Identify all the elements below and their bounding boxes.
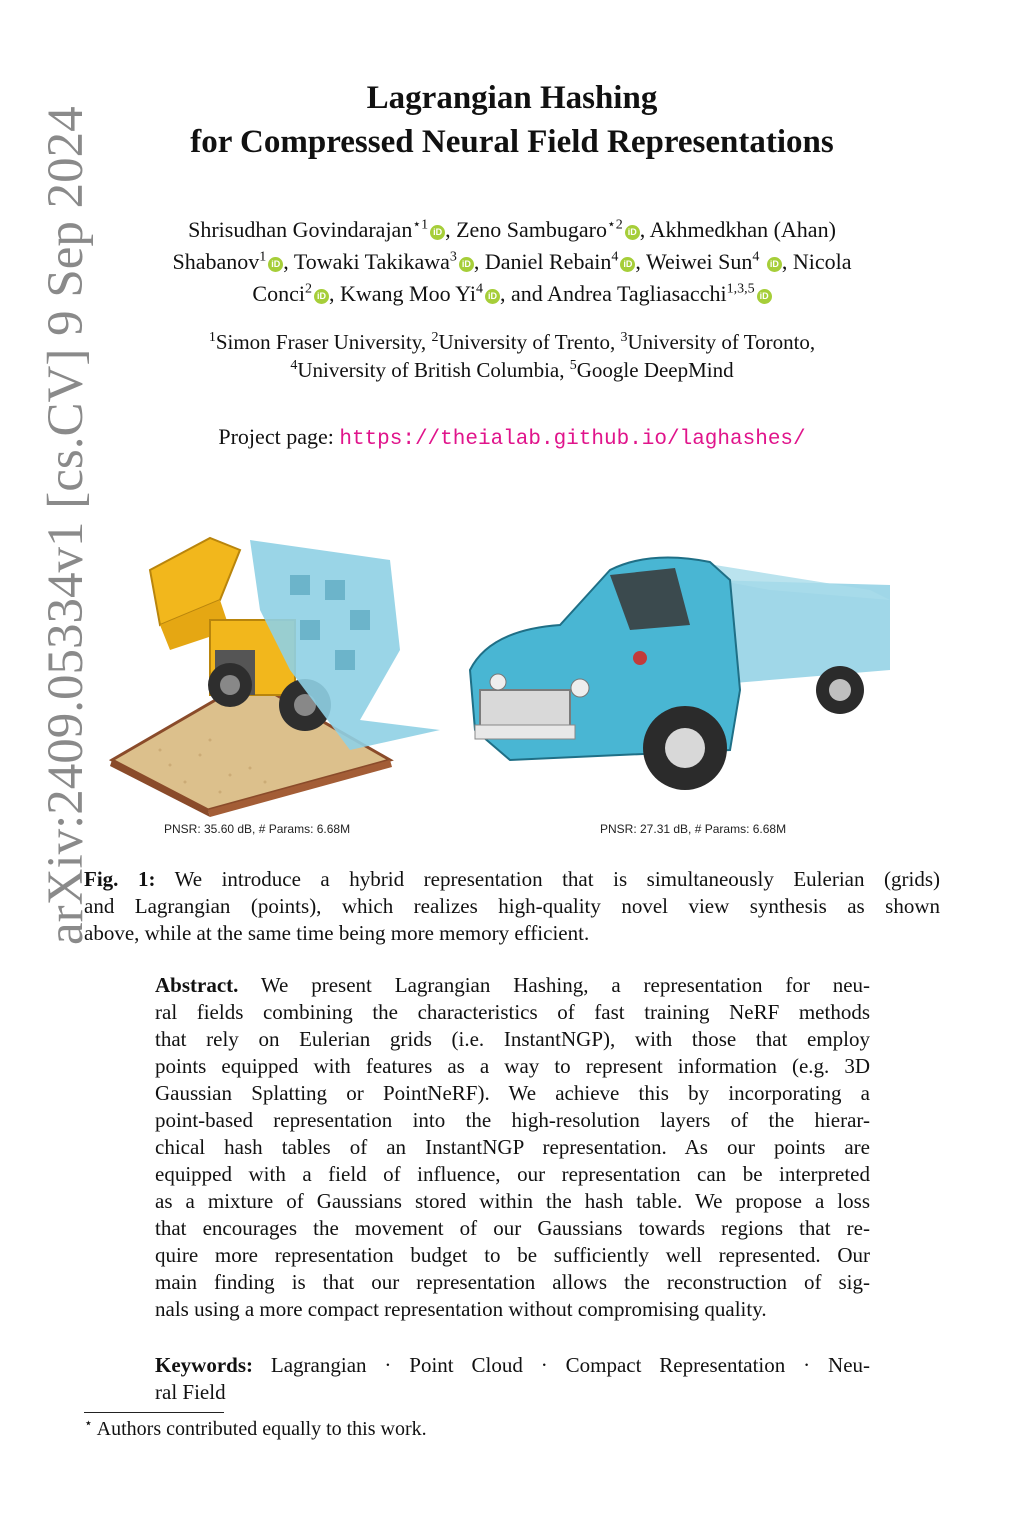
author-name: Zeno Sambugaro (456, 217, 607, 242)
orcid-icon[interactable]: iD (767, 257, 782, 272)
affiliations-line-1 (0, 328, 1024, 356)
caption-text: We introduce a hybrid representation that is simultaneously Eulerian (grids) (174, 867, 940, 891)
caption-label: Fig. 1: (84, 867, 156, 891)
author-list-line-2: Shabanov$^1$ iD , Towaki Takikawa$^3$ iD , Daniel Rebain$^4$ iD , Weiwei Sun$^4$ iD , Nicola (172, 249, 852, 274)
project-page-link[interactable]: https://theialab.github.io/laghashes/ (339, 428, 806, 451)
paper-title-line-2: for Compressed Neural Field Representations (190, 124, 834, 160)
author-affiliation-mark: 1 (259, 249, 267, 265)
abstract-line: Gaussian Splatting or PointNeRF). We achieve this by incorporating a (155, 1081, 870, 1105)
truck-render-image (470, 558, 890, 791)
project-page-label: Project page: (218, 424, 334, 449)
affiliation: Simon Fraser University, (215, 330, 427, 354)
truck-metrics-label: PNSR: 27.31 dB, # Params: 6.68M (600, 822, 787, 836)
keywords-line: ral Field (155, 1380, 226, 1404)
affiliation-number: 1 (208, 330, 216, 345)
affiliation-number: 5 (569, 358, 577, 373)
affiliation-number: 2 (431, 330, 439, 345)
lego-metrics-label: PNSR: 35.60 dB, # Params: 6.68M (164, 822, 351, 836)
arxiv-identifier-stamp: arXiv:2409.05334v1 [cs.CV] 9 Sep 2024 (38, 106, 94, 945)
abstract-heading: Abstract. (155, 973, 239, 997)
affiliation: University of British Columbia, (297, 358, 565, 382)
project-page-line (0, 424, 1024, 451)
author-affiliation-mark: 2 (304, 281, 312, 297)
orcid-icon[interactable]: iD (314, 289, 329, 304)
abstract-line: nals using a more compact representation without compromising quality. (155, 1297, 767, 1321)
author-affiliation-mark: 4 (476, 281, 484, 297)
author-name: Conci (252, 281, 305, 306)
author-list-line-1: Shrisudhan Govindarajan$^{⋆1}$ iD , Zeno Sambugaro$^{⋆2}$ iD , Akhmedkhan (Ahan) (188, 217, 836, 242)
author-name: Shabanov (172, 249, 260, 274)
author-name: Weiwei Sun (645, 249, 753, 274)
caption-line: and Lagrangian (points), which realizes high-quality novel view synthesis as shown (84, 894, 940, 918)
abstract-line: equipped with a field of influence, our representation can be interpreted (155, 1162, 870, 1186)
orcid-icon[interactable]: iD (620, 257, 635, 272)
abstract-line: chical hash tables of an InstantNGP representation. As our points are (155, 1135, 870, 1159)
author-name: Towaki Takikawa (293, 249, 450, 274)
author-affiliation-mark: 3 (449, 249, 457, 265)
orcid-icon[interactable]: iD (430, 225, 445, 240)
abstract-text: We present Lagrangian Hashing, a representation for neu- (260, 973, 871, 997)
footnote-divider (84, 1412, 224, 1413)
figure-caption (84, 866, 940, 947)
author-name: and Andrea Tagliasacchi (511, 281, 727, 306)
paper-title-line-1: Lagrangian Hashing (366, 80, 658, 116)
teaser-figure (90, 520, 940, 845)
affiliation-number: 4 (290, 358, 298, 373)
author-affiliation-mark: 4 (752, 249, 760, 265)
affiliation: Google DeepMind (576, 358, 734, 382)
abstract-line: that rely on Eulerian grids (i.e. InstantNGP), with those that employ (155, 1027, 870, 1051)
lego-render-image (110, 538, 440, 817)
abstract-line: points equipped with features as a way to represent information (e.g. 3D (155, 1054, 870, 1078)
abstract-section (155, 972, 870, 1323)
orcid-icon[interactable]: iD (485, 289, 500, 304)
keywords-heading: Keywords: (155, 1353, 253, 1377)
author-affiliation-mark: 4 (611, 249, 619, 265)
affiliations-line-2 (0, 356, 1024, 384)
author-name: Daniel Rebain (484, 249, 612, 274)
author-name: Kwang Moo Yi (339, 281, 477, 306)
caption-line: above, while at the same time being more memory efficient. (84, 921, 590, 945)
author-name: Akhmedkhan (Ahan) (649, 217, 836, 242)
author-name: Nicola (792, 249, 852, 274)
orcid-icon[interactable]: iD (268, 257, 283, 272)
abstract-line: that encourages the movement of our Gaussians towards regions that re- (155, 1216, 870, 1240)
author-affiliation-mark: ⋆2 (607, 217, 623, 233)
keywords-section (155, 1352, 870, 1406)
affiliation: University of Toronto, (627, 330, 816, 354)
keywords-line (155, 1352, 870, 1379)
abstract-line (155, 972, 870, 999)
author-list-line-3: Conci$^2$ iD , Kwang Moo Yi$^4$ iD , and Andrea Tagliasacchi$^{1,3,5}$ iD (90, 278, 934, 310)
orcid-icon[interactable]: iD (757, 289, 772, 304)
keywords-text: Lagrangian · Point Cloud · Compact Representation · Neu- (270, 1353, 871, 1377)
abstract-line: main finding is that our representation allows the reconstruction of sig- (155, 1270, 870, 1294)
footnote-mark: ⋆ (84, 1416, 93, 1432)
affiliation: University of Trento, (438, 330, 616, 354)
abstract-line: point-based representation into the high-resolution layers of the hierar- (155, 1108, 870, 1132)
footnote (84, 1418, 427, 1441)
orcid-icon[interactable]: iD (625, 225, 640, 240)
orcid-icon[interactable]: iD (459, 257, 474, 272)
abstract-line: quire more representation budget to be sufficiently well represented. Our (155, 1243, 870, 1267)
abstract-line: as a mixture of Gaussians stored within the hash table. We propose a loss (155, 1189, 870, 1213)
author-affiliation-mark: 1,3,5 (726, 281, 755, 297)
abstract-line: ral fields combining the characteristics of fast training NeRF methods (155, 1000, 870, 1024)
footnote-text: Authors contributed equally to this work. (96, 1418, 427, 1440)
caption-line (84, 866, 940, 893)
author-name: Shrisudhan Govindarajan (188, 217, 413, 242)
author-affiliation-mark: ⋆1 (412, 217, 429, 233)
affiliation-number: 3 (620, 330, 628, 345)
